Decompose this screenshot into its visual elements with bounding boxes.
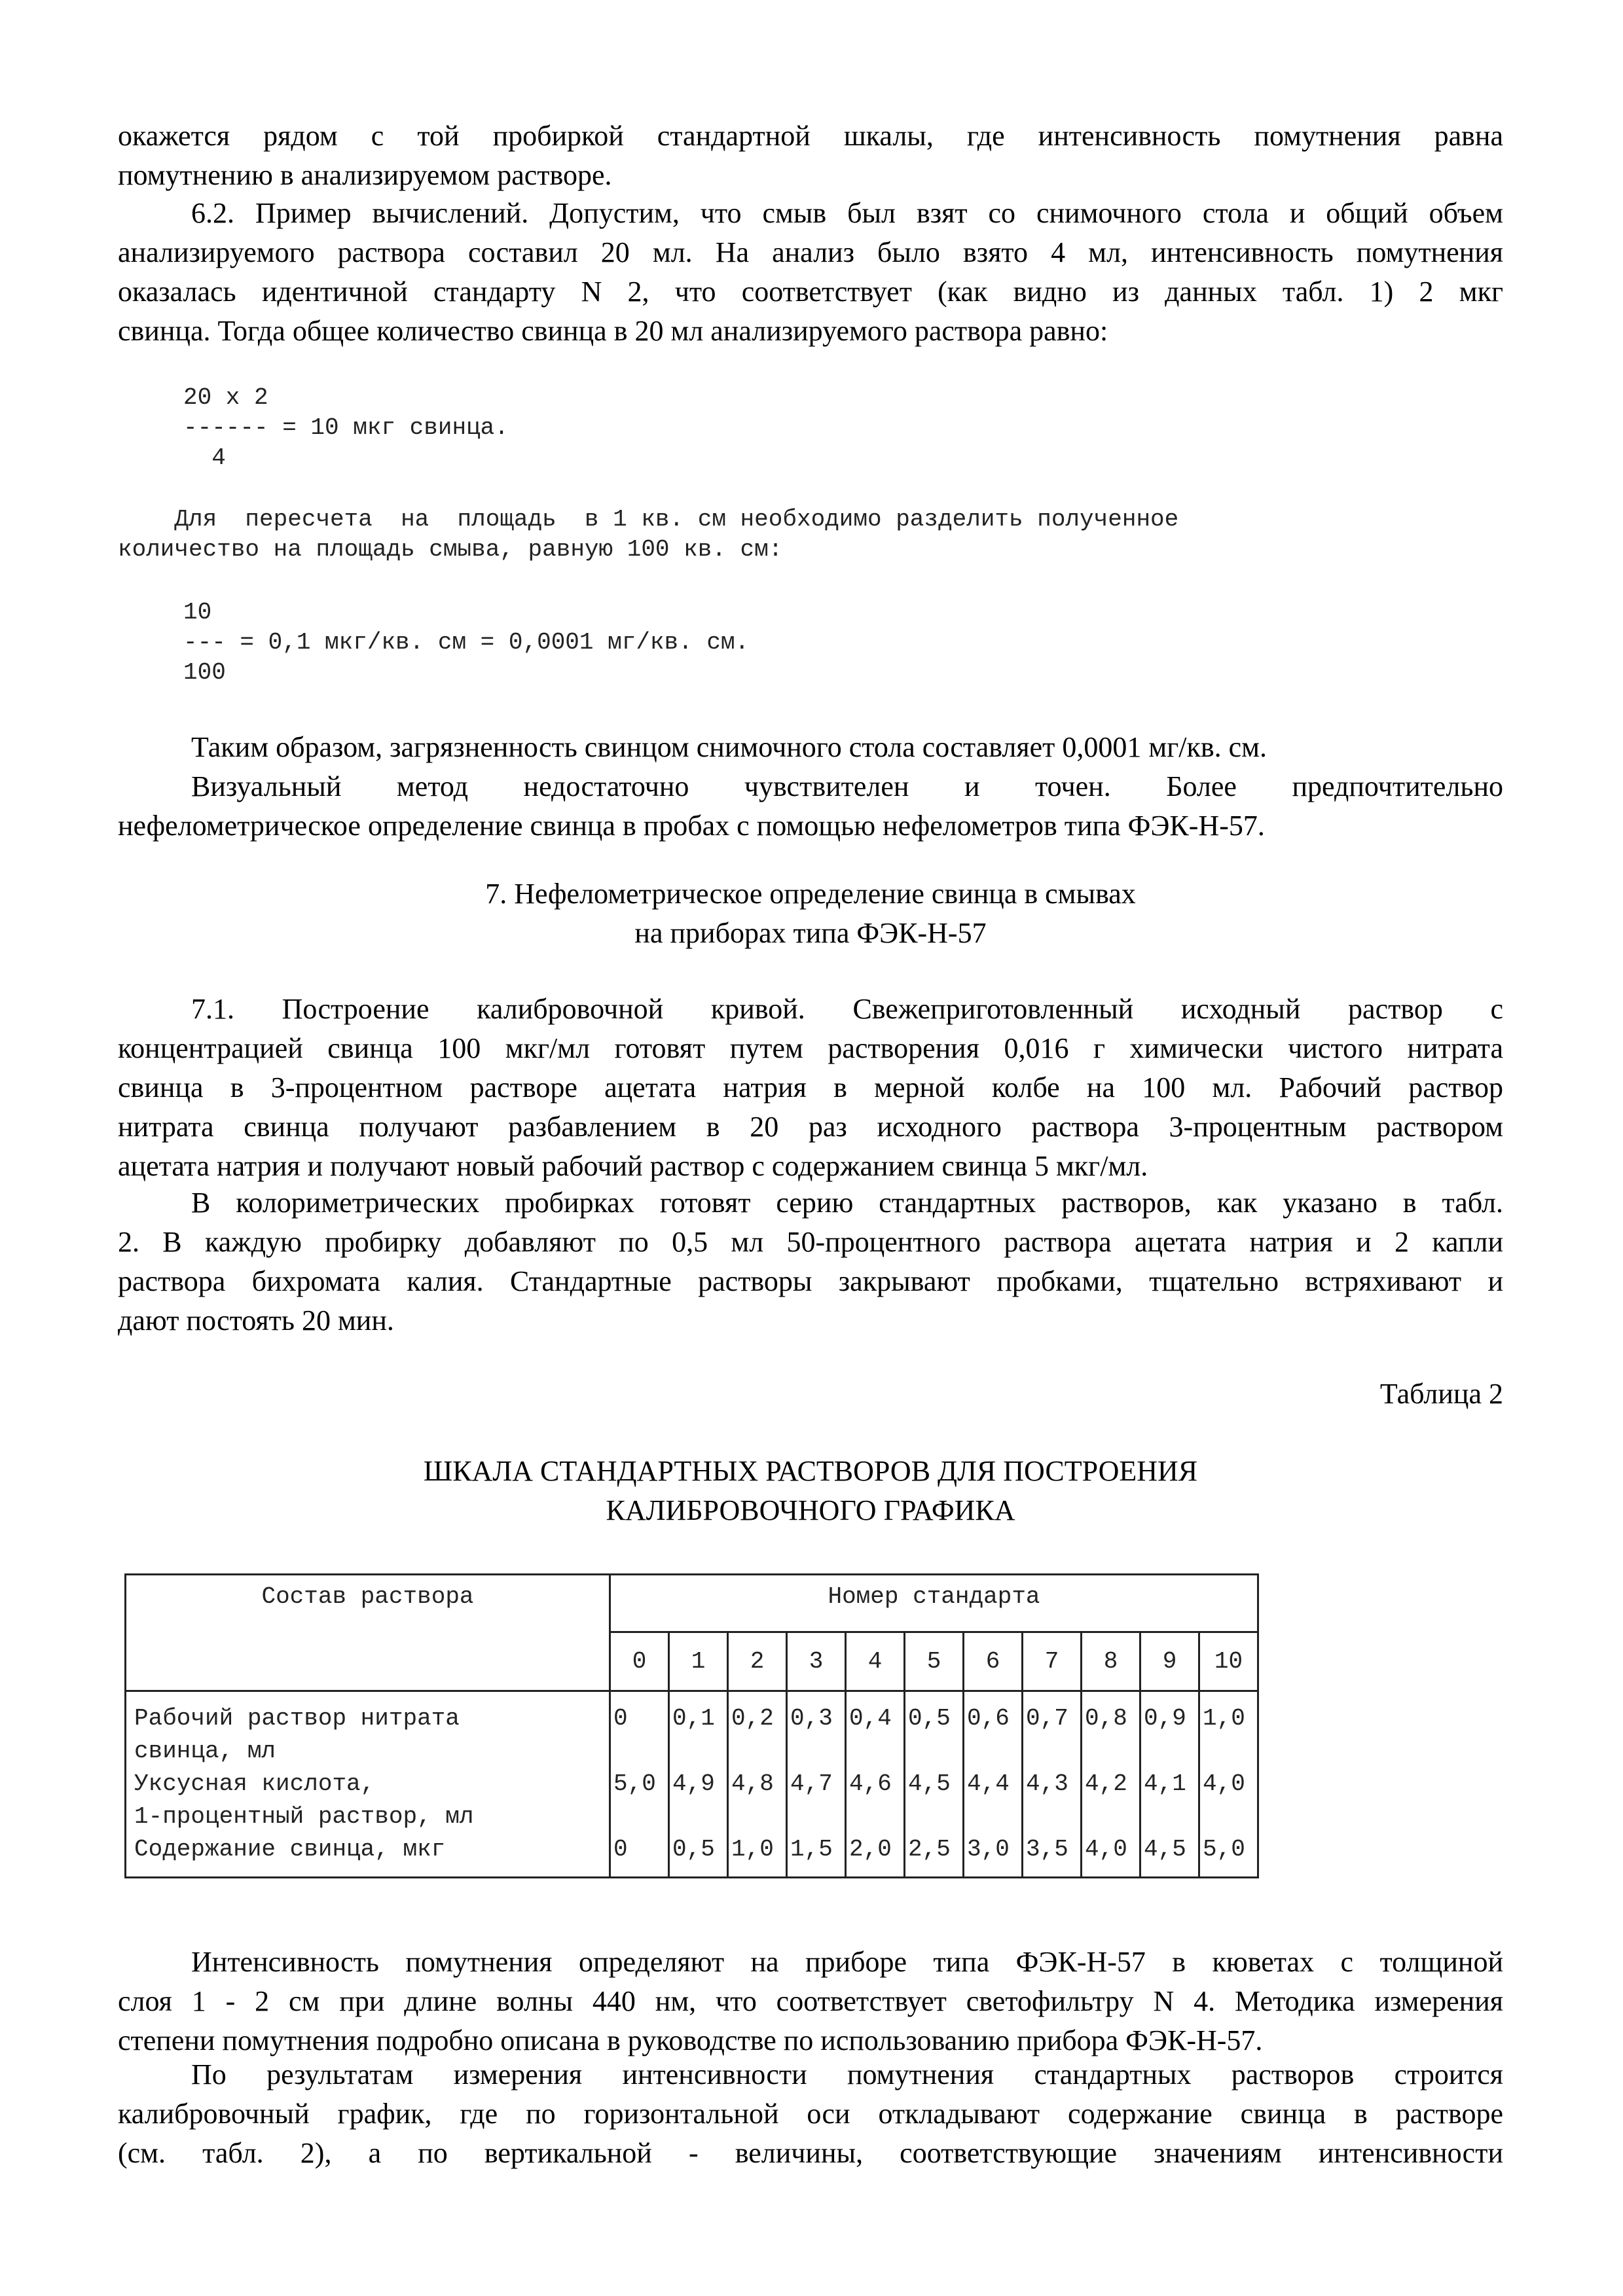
standard-number-cell: 9 <box>1140 1632 1199 1691</box>
value-column-cell: 0,8 4,2 4,0 <box>1082 1691 1140 1878</box>
paragraph-7-1 <box>118 990 1503 1186</box>
value-column-cell: 0,4 4,6 2,0 <box>846 1691 905 1878</box>
row-labels-cell: Рабочий раствор нитрата свинца, мл Уксусная кислота, 1-процентный раствор, мл Содержание свинца, мкг <box>126 1691 610 1878</box>
column-header-composition: Состав раствора <box>126 1575 610 1691</box>
text-line: дают постоять 20 мин. <box>118 1304 394 1336</box>
value-column-cell: 0,1 4,9 0,5 <box>669 1691 728 1878</box>
paragraph-intensity <box>118 1943 1503 2060</box>
standard-number-cell: 5 <box>905 1632 964 1691</box>
heading-line: 7. Нефелометрическое определение свинца в смывах <box>485 878 1136 910</box>
formula-line: 20 x 2 <box>183 384 268 411</box>
standard-number-cell: 6 <box>964 1632 1023 1691</box>
standard-number-cell: 3 <box>787 1632 846 1691</box>
value-column-cell: 0,3 4,7 1,5 <box>787 1691 846 1878</box>
standard-number-cell: 8 <box>1082 1632 1140 1691</box>
text-line: концентрацией свинца 100 мкг/мл готовят путем растворения 0,016 г химически чистого нитрата <box>118 1032 1503 1064</box>
paragraph-continuation <box>118 117 1503 195</box>
value-column-cell: 0,6 4,4 3,0 <box>964 1691 1023 1878</box>
formula-line: ------ = 10 мкг свинца. <box>183 414 509 441</box>
text-line: Визуальный метод недостаточно чувствителен и точен. Более предпочтительно <box>191 770 1503 802</box>
text-line: свинца. Тогда общее количество свинца в 20 мл анализируемого раствора равно: <box>118 315 1108 347</box>
text-line: анализируемого раствора составил 20 мл. На анализ было взято 4 мл, интенсивность помутнения <box>118 236 1503 268</box>
text-line: В колориметрических пробирках готовят серию стандартных растворов, как указано в табл. <box>191 1187 1503 1219</box>
text-line: окажется рядом с той пробиркой стандартной шкалы, где интенсивность помутнения равна <box>118 120 1503 152</box>
paragraph-conclusion <box>118 728 1503 767</box>
standard-number-cell: 10 <box>1199 1632 1258 1691</box>
table-row-values <box>126 1691 1258 1878</box>
paragraph-visual-method <box>118 767 1503 846</box>
section-7-heading <box>118 874 1503 953</box>
text-line: 7.1. Построение калибровочной кривой. Свежеприготовленный исходный раствор с <box>191 993 1503 1025</box>
text-line: помутнению в анализируемом растворе. <box>118 159 612 191</box>
text-line: слоя 1 - 2 см при длине волны 440 нм, что соответствует светофильтру N 4. Методика измерения <box>118 1985 1503 2017</box>
formula-line: --- = 0,1 мкг/кв. см = 0,0001 мг/кв. см. <box>183 629 750 656</box>
title-line: КАЛИБРОВОЧНОГО ГРАФИКА <box>606 1494 1015 1526</box>
text-line: По результатам измерения интенсивности помутнения стандартных растворов строится <box>191 2058 1503 2090</box>
table-label <box>118 1374 1503 1414</box>
standards-table <box>124 1573 1259 1878</box>
text-line: ацетата натрия и получают новый рабочий раствор с содержанием свинца 5 мкг/мл. <box>118 1150 1148 1182</box>
text-line: нефелометрическое определение свинца в пробах с помощью нефелометров типа ФЭК-Н-57. <box>118 810 1265 842</box>
value-column-cell: 0,9 4,1 4,5 <box>1140 1691 1199 1878</box>
table-number: Таблица 2 <box>1379 1378 1503 1410</box>
standard-number-cell: 1 <box>669 1632 728 1691</box>
paragraph-colorimetric <box>118 1183 1503 1340</box>
text-line: Таким образом, загрязненность свинцом снимочного стола составляет 0,0001 мг/кв. см. <box>191 731 1267 763</box>
text-line: Интенсивность помутнения определяют на приборе типа ФЭК-Н-57 в кюветах с толщиной <box>191 1946 1503 1978</box>
formula-line: 100 <box>183 659 226 686</box>
paragraph-6-2 <box>118 194 1503 351</box>
text-line: степени помутнения подробно описана в руководстве по использованию прибора ФЭК-Н-57. <box>118 2024 1263 2056</box>
text-line: калибровочный график, где по горизонтальной оси откладывают содержание свинца в растворе <box>118 2098 1503 2130</box>
text-line: оказалась идентичной стандарту N 2, что соответствует (как видно из данных табл. 1) 2 мкг <box>118 276 1503 308</box>
formula-line: 10 <box>183 599 212 626</box>
table-title <box>118 1452 1503 1530</box>
heading-line: на приборах типа ФЭК-Н-57 <box>634 917 987 949</box>
standard-number-cell: 7 <box>1023 1632 1082 1691</box>
text-line: 6.2. Пример вычислений. Допустим, что смыв был взят со снимочного стола и общий объем <box>191 197 1503 229</box>
value-column-cell: 0 5,0 0 <box>610 1691 669 1878</box>
text-line: нитрата свинца получают разбавлением в 20 раз исходного раствора 3-процентным раствором <box>118 1111 1503 1143</box>
value-column-cell: 0,2 4,8 1,0 <box>728 1691 787 1878</box>
value-column-cell: 1,0 4,0 5,0 <box>1199 1691 1258 1878</box>
value-column-cell: 0,7 4,3 3,5 <box>1023 1691 1082 1878</box>
text-line: раствора бихромата калия. Стандартные растворы закрывают пробками, тщательно встряхивают и <box>118 1265 1503 1297</box>
text-line: (см. табл. 2), а по вертикальной - величины, соответствующие значениям интенсивности <box>118 2137 1503 2169</box>
title-line: ШКАЛА СТАНДАРТНЫХ РАСТВОРОВ ДЛЯ ПОСТРОЕНИЯ <box>423 1455 1198 1487</box>
paragraph-results <box>118 2055 1503 2173</box>
formula-line: 4 <box>183 444 226 471</box>
value-column-cell: 0,5 4,5 2,5 <box>905 1691 964 1878</box>
standard-number-cell: 4 <box>846 1632 905 1691</box>
standard-number-cell: 0 <box>610 1632 669 1691</box>
text-line: свинца в 3-процентном растворе ацетата натрия в мерной колбе на 100 мл. Рабочий раствор <box>118 1071 1503 1103</box>
standard-number-cell: 2 <box>728 1632 787 1691</box>
column-header-standard-number: Номер стандарта <box>610 1575 1258 1632</box>
text-line: количество на площадь смыва, равную 100 кв. см: <box>118 536 783 563</box>
text-line: 2. В каждую пробирку добавляют по 0,5 мл 50-процентного раствора ацетата натрия и 2 капли <box>118 1226 1503 1258</box>
text-line: Для пересчета на площадь в 1 кв. см необходимо разделить полученное <box>118 506 1179 533</box>
